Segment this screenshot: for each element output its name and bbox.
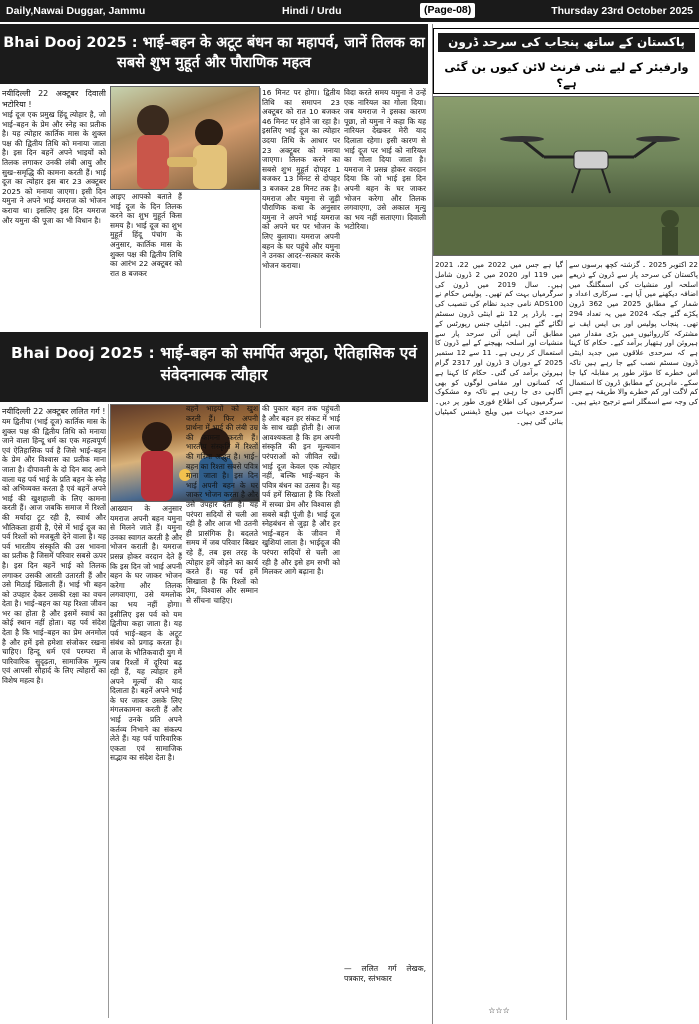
- article2-author: — ललित गर्ग लेखक, पत्रकार, स्तंभकार: [344, 964, 426, 983]
- hindi-section: [0, 24, 428, 1024]
- article1-text-1: भाई दूज एक प्रमुख हिंदू त्योहार है, जो भाई–बहन के प्रेम और स्नेह का प्रतीक है। यह त्योहार कार्तिक मास के शुक्ल पक्ष की द्वितीय तिथि को मनाया जाता है। इस दिन बहनें अपने भाइयों को तिलक लगाकर उनकी लंबी आयु और सुख–समृद्धि की कामना करती हैं। भाई दूज का त्योहार इस बार 23 अक्टूबर 2025 को मनाया जाएगा। इसी दिन यमुना ने अपने भाई यमराज को भोजन कराया था। इसलिए इस दिन यमराज और यमुना की पूजा का भी विधान है।: [2, 110, 106, 225]
- urdu-headline-box: [433, 28, 699, 94]
- article2-headline: Bhai Dooj 2025 : भाई–बहन को समर्पित अनूठा, ऐतिहासिक एवं संवेदनात्मक त्यौहार: [0, 332, 428, 402]
- article1-column-3: 16 मिनट पर होगा। द्वितीय तिथि का समापन 23 अक्टूबर को रात 10 बजकर 46 मिनट पर होने जा रहा है। इसलिए भाई दूज का त्योहार उदया तिथि के आधार पर 23 अक्टूबर को मनाया जाएगा। तिलक करने का सबसे शुभ मुहूर्त दोपहर 1 बजकर 13 मिनट से दोपहर 3 बजकर 28 मिनट तक है। यमराज और यमुना से जुड़ी पौराणिक कथा के अनुसार यमुना ने अपने भाई यमराज को अपने घर पर भोजन के लिए बुलाया। यमराज अपनी बहन के घर पहुंचे और यमुना ने उनका आदर–सत्कार करके भोजन कराया।: [262, 88, 340, 270]
- article1-headline: Bhai Dooj 2025 : भाई–बहन के अटूट बंधन का महापर्व, जानें तिलक का सबसे शुभ मुहूर्त और पौराणिक महत्व: [0, 24, 428, 84]
- urdu-column-left: گیا ہے جس میں 2022 میں 22، 2021 میں 119 اور 2020 میں 2 ڈرون شامل ہیں۔ سال 2019 میں ڈرون کی سرگرمیاں بہت کم تھیں۔ پولیس حکام نے ADS100 نامی جدید نظام کی تنصیب کی ہے۔ بارڈر پر 12 نئے اینٹی ڈرون سسٹم لگائے گئے ہیں۔ انٹیلی جنس رپورٹس کے مطابق آئی ایس آئی سرحد پار سے منشیات اور اسلحہ بھیجنے کے لیے ڈرون کا استعمال کر رہی ہے۔ 11 سے 12 ستمبر 2025 کے دوران 3 ڈرون اور 2317 گرام ہیروئن برآمد کی گئی۔ حکام کا کہنا ہے کہ کسانوں اور مقامی لوگوں کو بھی آگاہی دی جا رہی ہے تاکہ وہ مشکوک سرگرمیوں کی اطلاع فوری طور پر دیں۔ سرحدی دیہات میں ویلج ڈیفنس کمیٹیاں بنائی گئی ہیں۔: [435, 260, 563, 426]
- end-stars: ☆☆☆: [488, 1006, 510, 1015]
- bhai-dooj-tilak-photo: [110, 86, 260, 190]
- urdu-section: [432, 24, 699, 1024]
- article2-column-2: आख्यान के अनुसार यमराज अपनी बहन यमुना से मिलने जाते हैं। यमुना उनका स्वागत करती है और भोजन कराती है। यमराज प्रसन्न होकर वरदान देते हैं कि इस दिन जो भाई अपनी बहन के घर जाकर भोजन करेगा और तिलक लगवाएगा, उसे यमलोक का भय नहीं होगा। इसीलिए इस पर्व को यम द्वितीया कहा जाता है। यह पर्व भाई–बहन के अटूट संबंध को प्रगाढ़ करता है। आज के भौतिकवादी युग में जब रिश्तों में दूरियां बढ़ रही हैं, यह त्योहार हमें अपने मूल्यों की याद दिलाता है। बहनें अपने भाई के घर जाकर उसके लिए मंगलकामना करती हैं और भाई उनके प्रति अपने कर्तव्य निभाने का संकल्प लेते हैं। यह पर्व पारिवारिक एकता एवं सामाजिक सद्भाव का संदेश देता है।: [110, 504, 182, 763]
- article2-column-1: [2, 406, 106, 1018]
- article2-column-3: बहनें भाइयों को खुश करती हैं। फिर अपनी प्रार्थना में भाई की लंबी उम्र की कामना करती हैं। भारतीय संस्कृति में रिश्तों की गरिमा अद्भुत है। भाई–बहन का रिश्ता सबसे पवित्र माना जाता है। इस दिन भाई अपनी बहन के घर जाकर भोजन करता है और उसे उपहार देता है। यह परंपरा सदियों से चली आ रही है और आज भी उतनी ही प्रासंगिक है। बदलते समय में जब परिवार बिखर रहे हैं, तब इस तरह के त्योहार हमें जोड़ने का कार्य करते हैं। यह पर्व हमें सिखाता है कि रिश्तों को प्रेम, विश्वास और सम्मान से सींचना चाहिए।: [186, 404, 258, 605]
- issue-date: Thursday 23rd October 2025: [551, 5, 693, 17]
- urdu-headline-line-1: پاکستان کے ساتھ پنجاب کی سرحد ڈرون: [438, 33, 695, 52]
- column-divider: [108, 404, 109, 1018]
- urdu-column-right: 22 اکتوبر 2025 ۔ گزشتہ کچھ برسوں سے پاکستان کی سرحد پار سے ڈرون کے ذریعے اسلحہ اور منشیات کی اسمگلنگ میں اضافہ دیکھنے میں آیا ہے۔ سرکاری اعداد و شمار کے مطابق 2025 میں 362 ڈرون پکڑے گئے جبکہ 2024 میں یہ تعداد 294 تھی۔ پنجاب پولیس اور بی ایس ایف نے مشترکہ کارروائیوں میں بڑی مقدار میں ہیروئن اور ہتھیار برآمد کیے۔ حکام کا کہنا ہے کہ سرحدی علاقوں میں جدید اینٹی ڈرون سسٹم نصب کیے جا رہے ہیں تاکہ اس خطرے کا مؤثر طور پر مقابلہ کیا جا سکے۔ ماہرین کے مطابق ڈرون کا استعمال کم لاگت اور کم خطرے والا طریقہ ہے جس کی وجہ سے اسمگلر اسے ترجیح دیتے ہیں۔: [569, 260, 698, 407]
- article2-column-4: की पुकार बहन तक पहुंचती है और बहन हर संकट में भाई के साथ खड़ी होती है। आज आवश्यकता है कि हम अपनी संस्कृति की इन मूल्यवान परंपराओं को जीवित रखें। भाई दूज केवल एक त्योहार नहीं, बल्कि भाई–बहन के पवित्र बंधन का उत्सव है। यह पर्व हमें सिखाता है कि रिश्तों में सच्चा प्रेम और विश्वास ही सबसे बड़ी पूंजी है। भाई दूज स्नेहबंधन से जुड़ा है और हर भाई–बहन के जीवन में खुशियां लाता है। भाईदूज की परंपरा सदियों से चली आ रही है और इसे हम सभी को मिलकर आगे बढ़ाना है।: [262, 404, 340, 577]
- article1-byline: नयीदिल्ली 22 अक्टूबर दिवाली भटोरिया !: [2, 89, 106, 109]
- drone-illustration: [434, 97, 699, 255]
- column-divider: [566, 260, 567, 1020]
- masthead: [0, 0, 699, 22]
- page-number: (Page-08): [420, 3, 475, 18]
- column-divider: [260, 88, 261, 328]
- urdu-headline-line-2: وارفیئر کے لیے نئی فرنٹ لائن کیوں بن گئی ہے؟: [444, 60, 689, 90]
- language-label: Hindi / Urdu: [282, 5, 342, 17]
- paper-name: Daily,Nawai Duggar, Jammu: [6, 5, 146, 17]
- article1-column-1: [2, 88, 106, 328]
- article1-column-3a: [186, 192, 258, 328]
- article2-column-5: [344, 404, 426, 1018]
- article1-column-4: विदा करते समय यमुना ने उन्हें एक नारियल का गोला दिया। जब यमराज ने इसका कारण पूछा, तो यमुना ने कहा कि यह नारियल देखकर मेरी याद दिलाता रहेगा। इसी कारण से भाई दूज पर भाई को नारियल का गोला दिया जाता है। यमराज ने प्रसन्न होकर वरदान दिया कि जो भाई इस दिन अपनी बहन के घर जाकर भोजन करेगा और तिलक लगवाएगा, उसे अकाल मृत्यु का भय नहीं सताएगा। दिवाली भटोरिया।: [344, 88, 426, 232]
- photo-illustration: [111, 87, 259, 189]
- article2-byline: नयीदिल्ली 22 अक्टूबर ललित गर्ग !: [2, 407, 106, 416]
- article2-text-1: यम द्वितीया (भाई दूज) कार्तिक मास के शुक्ल पक्ष की द्वितीय तिथि को मनाया जाने वाला हिन्दू धर्म का एक महत्वपूर्ण एवं ऐतिहासिक पर्व है जिसे भाई–बहन के प्रेम और विश्वास का प्रतीक माना जाता है। दीपावली के दो दिन बाद आने वाला यह पर्व भाई के प्रति बहन के स्नेह को अभिव्यक्त करता है एवं बहनें अपने भाई की खुशहाली के लिए कामना करती हैं। आज जबकि समाज में रिश्तों की मर्यादा टूट रही है, स्वार्थ और भौतिकता हावी है, ऐसे में भाई दूज का पर्व रिश्तों को मजबूती देने वाला है। यह पर्व भारतीय संस्कृति की उस भावना का प्रतीक है जिसमें परिवार सबसे ऊपर है। इस दिन बहनें भाई को तिलक लगाकर उसकी आरती उतारती हैं और उसे मिठाई खिलाती हैं। भाई भी बहन को उपहार देकर उसकी रक्षा का वचन देता है। भाई–बहन का यह रिश्ता जीवन भर का होता है और इसमें स्वार्थ का कोई स्थान नहीं होता। यह पर्व संदेश देता है कि भाई–बहन का प्रेम अनमोल है और हमें इसे हमेशा संजोकर रखना चाहिए। हिन्दू धर्म एवं परम्परा में पारिवारिक सुदृढ़ता, सामाजिक मूल्य एवं आपसी सौहार्द के लिए त्योहारों का विशेष महत्व है।: [2, 417, 106, 686]
- article1-column-2: आइए आपको बताते हैं भाई दूज के दिन तिलक करने का शुभ मुहूर्त किस समय है। भाई दूज का शुभ मुहूर्त हिंदू पंचांग के अनुसार, कार्तिक मास के शुक्ल पक्ष की द्वितीय तिथि का आरंभ 22 अक्टूबर को रात 8 बजकर: [110, 192, 182, 278]
- drone-border-photo: [433, 96, 699, 256]
